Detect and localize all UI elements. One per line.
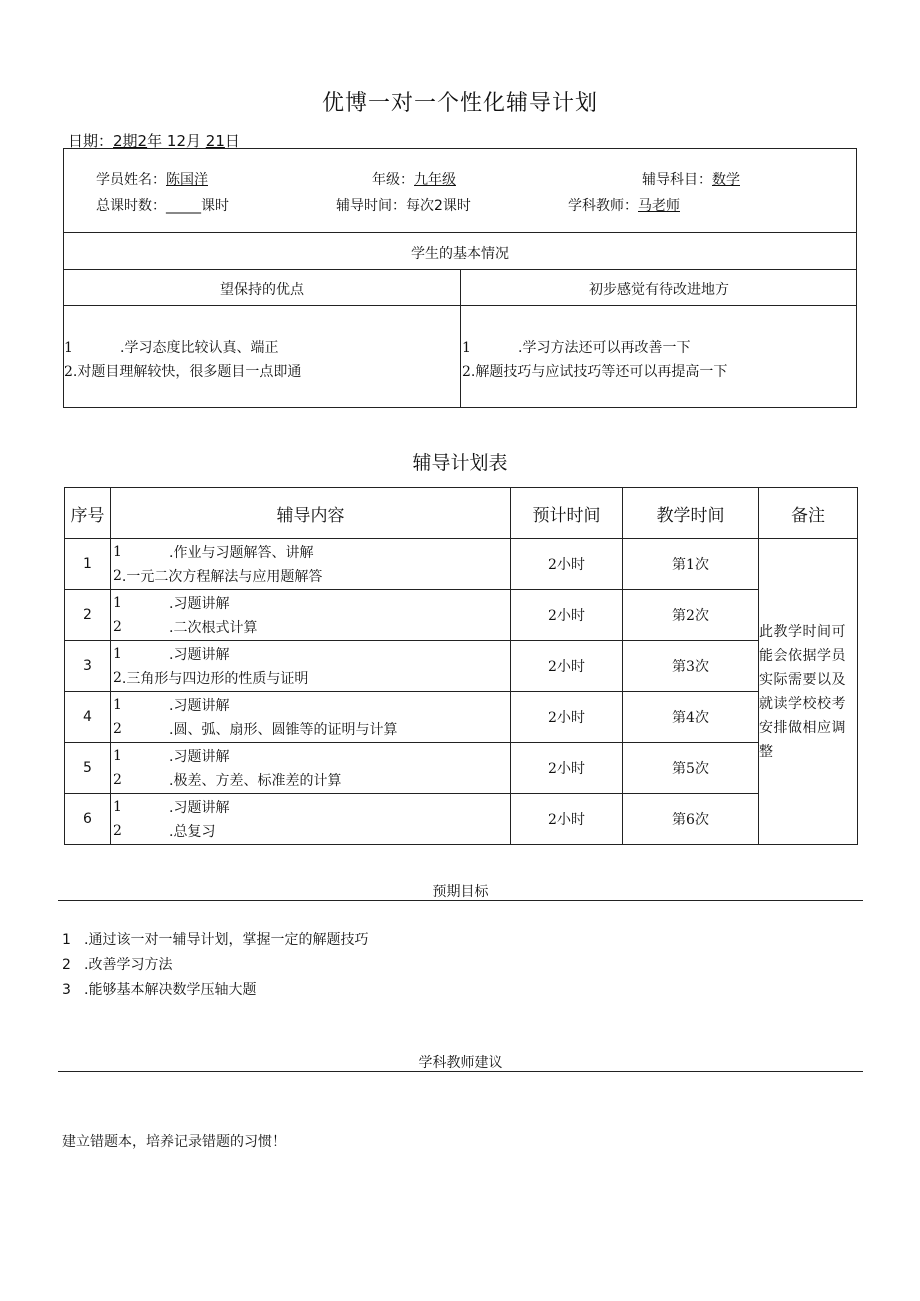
line-text: .习题讲解 <box>169 698 230 714</box>
line-text: .三角形与四边形的性质与证明 <box>121 671 309 687</box>
teacher-field <box>568 195 680 215</box>
line-index: 1 <box>113 544 122 560</box>
date-year: 2期2 <box>113 132 148 150</box>
line-index: 2 <box>113 721 122 737</box>
date-month: 12 <box>166 132 186 150</box>
improvement-item <box>462 361 727 381</box>
row-session: 第6次 <box>623 794 759 845</box>
goal-item <box>62 979 256 999</box>
line-index: 2 <box>113 568 122 584</box>
advice-text: 建立错题本，培养记录错题的习惯！ <box>62 1134 286 1150</box>
date-day: 21 <box>205 132 225 150</box>
table-row <box>65 590 858 641</box>
column-header-estimated-time: 预计时间 <box>511 488 623 539</box>
total-hours-field <box>96 195 229 215</box>
line-text: .习题讲解 <box>169 749 230 765</box>
student-name: 陈国洋 <box>166 172 208 188</box>
teacher-value: 马老师 <box>638 198 680 214</box>
improvement-text: .学习方法还可以再改善一下 <box>518 340 691 356</box>
row-content <box>111 539 511 590</box>
row-estimated-time: 2小时 <box>511 590 623 641</box>
column-header-remark: 备注 <box>759 488 858 539</box>
line-text: .圆、弧、扇形、圆锥等的证明与计算 <box>169 722 398 738</box>
table-row <box>65 794 858 845</box>
goal-text: .通过该一对一辅导计划，掌握一定的解题技巧 <box>84 932 369 948</box>
goal-index: 2 <box>62 957 71 973</box>
row-estimated-time: 2小时 <box>511 743 623 794</box>
table-row <box>65 539 858 590</box>
row-content <box>111 590 511 641</box>
line-index: 2 <box>113 772 122 788</box>
line-text: .作业与习题解答、讲解 <box>169 545 314 561</box>
row-content <box>111 641 511 692</box>
grade-value: 九年级 <box>414 172 456 188</box>
situation-header: 学生的基本情况 <box>411 246 509 262</box>
row-estimated-time: 2小时 <box>511 692 623 743</box>
row-number: 1 <box>65 539 111 590</box>
line-index: 1 <box>113 646 122 662</box>
goal-text: .改善学习方法 <box>84 957 173 973</box>
divider <box>64 232 856 233</box>
table-row <box>65 641 858 692</box>
line-index: 1 <box>113 595 122 611</box>
subject-field <box>642 169 740 189</box>
row-session: 第1次 <box>623 539 759 590</box>
goal-index: 1 <box>62 932 71 948</box>
goal-index: 3 <box>62 982 71 998</box>
line-text: .习题讲解 <box>169 596 230 612</box>
line-text: .习题讲解 <box>169 800 230 816</box>
divider <box>58 900 863 901</box>
row-content <box>111 743 511 794</box>
strength-item <box>64 337 278 357</box>
advice-header: 学科教师建议 <box>418 1055 503 1071</box>
remark-cell: 此教学时间可能会依据学员实际需要以及就读学校校考安排做相应调整 <box>759 539 858 845</box>
table-header-row <box>65 488 858 539</box>
improvements-header: 初步感觉有待改进地方 <box>589 282 729 298</box>
date-label: 日期： <box>68 132 114 150</box>
total-hours-blank: _____ <box>166 198 201 214</box>
line-text: .习题讲解 <box>169 647 230 663</box>
row-number: 6 <box>65 794 111 845</box>
row-session: 第5次 <box>623 743 759 794</box>
subject-label: 辅导科目： <box>642 172 712 188</box>
line-index: 1 <box>113 748 122 764</box>
student-name-label: 学员姓名： <box>96 172 166 188</box>
improvement-index: 1 <box>462 340 471 356</box>
grade-field <box>372 169 456 189</box>
student-name-field <box>96 169 208 189</box>
plan-title: 辅导计划表 <box>412 452 508 474</box>
line-text: .总复习 <box>169 824 216 840</box>
strength-text: .对题目理解较快，很多题目一点即通 <box>72 364 302 380</box>
divider <box>58 1071 863 1072</box>
schedule-value: 每次2课时 <box>406 198 471 214</box>
strengths-header: 望保持的优点 <box>220 282 304 298</box>
line-index: 1 <box>113 697 122 713</box>
column-header-no: 序号 <box>65 488 111 539</box>
grade-label: 年级： <box>372 172 414 188</box>
row-number: 4 <box>65 692 111 743</box>
total-hours-label: 总课时数： <box>96 198 166 214</box>
column-header-teaching-time: 教学时间 <box>623 488 759 539</box>
row-session: 第2次 <box>623 590 759 641</box>
improvement-item <box>462 337 690 357</box>
strength-index: 2 <box>64 364 73 380</box>
row-session: 第4次 <box>623 692 759 743</box>
date-month-unit: 月 <box>186 132 202 150</box>
row-estimated-time: 2小时 <box>511 794 623 845</box>
strength-index: 1 <box>64 340 73 356</box>
goal-text: .能够基本解决数学压轴大题 <box>84 982 257 998</box>
divider <box>64 305 856 306</box>
line-text: .一元二次方程解法与应用题解答 <box>121 569 323 585</box>
row-session: 第3次 <box>623 641 759 692</box>
page-title: 优博一对一个性化辅导计划 <box>321 91 598 116</box>
line-index: 2 <box>113 619 122 635</box>
table-row <box>65 743 858 794</box>
goals-header: 预期目标 <box>432 884 489 900</box>
line-index: 2 <box>113 670 122 686</box>
strength-item <box>64 361 301 381</box>
strength-text: .学习态度比较认真、端正 <box>120 340 279 356</box>
goal-item <box>62 954 172 974</box>
plan-table <box>64 487 858 845</box>
date-year-unit: 年 <box>147 132 163 150</box>
schedule-field <box>336 195 471 215</box>
date-day-unit: 日 <box>224 132 240 150</box>
table-row <box>65 692 858 743</box>
column-header-content: 辅导内容 <box>111 488 511 539</box>
goal-item <box>62 929 368 949</box>
line-text: .极差、方差、标准差的计算 <box>169 773 342 789</box>
schedule-label: 辅导时间： <box>336 198 406 214</box>
line-text: .二次根式计算 <box>169 620 258 636</box>
teacher-label: 学科教师： <box>568 198 638 214</box>
row-estimated-time: 2小时 <box>511 641 623 692</box>
row-content <box>111 794 511 845</box>
line-index: 2 <box>113 823 122 839</box>
total-hours-unit: 课时 <box>201 198 229 214</box>
row-content <box>111 692 511 743</box>
row-number: 5 <box>65 743 111 794</box>
improvement-index: 2 <box>462 364 471 380</box>
row-estimated-time: 2小时 <box>511 539 623 590</box>
line-index: 1 <box>113 799 122 815</box>
row-number: 2 <box>65 590 111 641</box>
student-info-box <box>63 148 857 408</box>
improvement-text: .解题技巧与应试技巧等还可以再提高一下 <box>470 364 728 380</box>
subject-value: 数学 <box>712 172 740 188</box>
row-number: 3 <box>65 641 111 692</box>
